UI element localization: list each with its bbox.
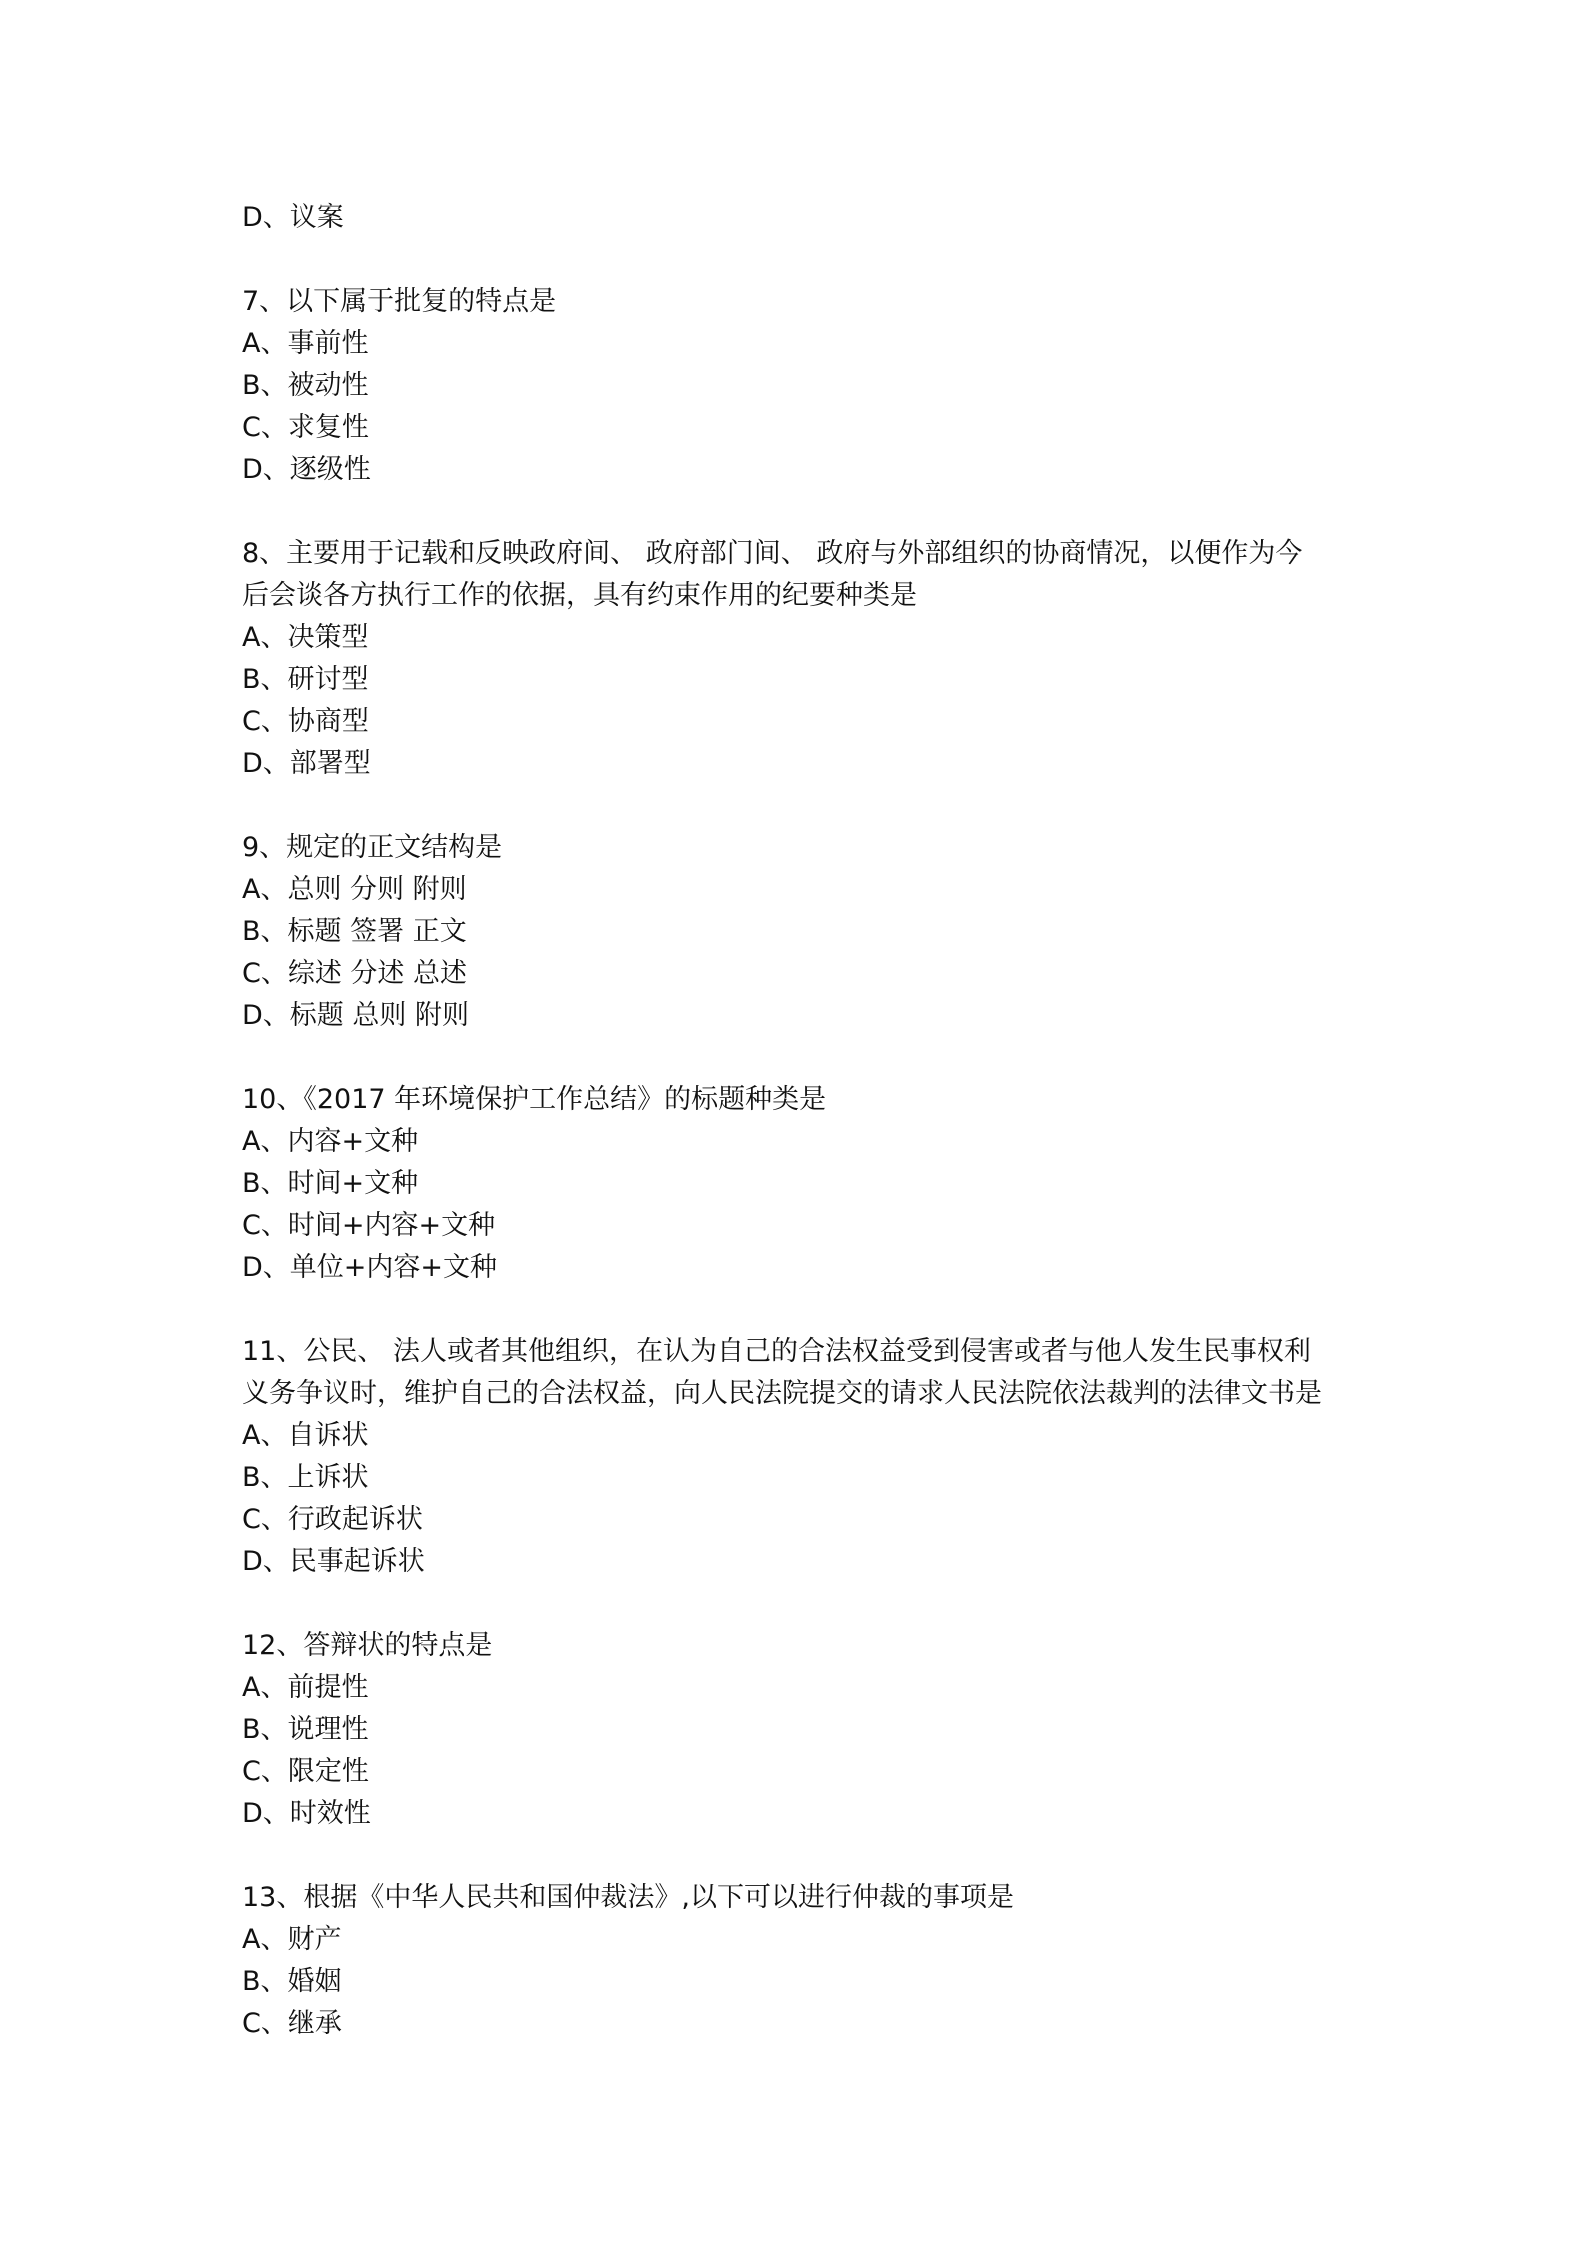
option-a: A、自诉状 (242, 1420, 369, 1451)
option-d: D、部署型 (242, 748, 371, 779)
option-d: D、民事起诉状 (242, 1546, 425, 1577)
option-a: A、决策型 (242, 622, 369, 653)
option-d: D、时效性 (242, 1798, 371, 1829)
option-b: B、婚姻 (242, 1966, 342, 1997)
option-a: A、内容+文种 (242, 1126, 419, 1157)
option-c: C、协商型 (242, 706, 369, 737)
spacer (242, 785, 1362, 827)
question-stem-line-2: 后会谈各方执行工作的依据，具有约束作用的纪要种类是 (242, 580, 917, 611)
option-b: B、说理性 (242, 1714, 369, 1745)
option-c: C、求复性 (242, 412, 369, 443)
option-c: C、行政起诉状 (242, 1504, 423, 1535)
option-d: D、逐级性 (242, 454, 371, 485)
option-a: A、事前性 (242, 328, 369, 359)
option-d: D、标题 总则 附则 (242, 1000, 469, 1031)
question-9 (242, 827, 1362, 1037)
option-d-prev-question: D、议案 (242, 202, 344, 233)
option-b: B、上诉状 (242, 1462, 369, 1493)
question-8 (242, 533, 1362, 785)
question-7 (242, 281, 1362, 491)
spacer (242, 239, 1362, 281)
spacer (242, 1835, 1362, 1877)
option-b: B、时间+文种 (242, 1168, 419, 1199)
option-d: D、单位+内容+文种 (242, 1252, 498, 1283)
option-b: B、被动性 (242, 370, 369, 401)
spacer (242, 1289, 1362, 1331)
question-10 (242, 1079, 1362, 1289)
question-stem: 7、以下属于批复的特点是 (242, 286, 557, 317)
option-c: C、综述 分述 总述 (242, 958, 468, 989)
option-a: A、财产 (242, 1924, 342, 1955)
option-c: C、限定性 (242, 1756, 369, 1787)
option-c: C、继承 (242, 2008, 342, 2039)
question-stem-line-1: 8、主要用于记载和反映政府间、 政府部门间、 政府与外部组织的协商情况，以便作为今 (242, 538, 1303, 569)
question-stem: 12、答辩状的特点是 (242, 1630, 493, 1661)
spacer (242, 1583, 1362, 1625)
question-11 (242, 1331, 1362, 1583)
option-b: B、研讨型 (242, 664, 369, 695)
question-13 (242, 1877, 1362, 2045)
option-b: B、标题 签署 正文 (242, 916, 467, 947)
question-stem: 10、《2017 年环境保护工作总结》的标题种类是 (242, 1084, 827, 1115)
question-stem: 9、规定的正文结构是 (242, 832, 503, 863)
question-stem: 13、根据《中华人民共和国仲裁法》,以下可以进行仲裁的事项是 (242, 1882, 1014, 1913)
option-a: A、前提性 (242, 1672, 369, 1703)
page-content (242, 197, 1362, 2045)
question-12 (242, 1625, 1362, 1835)
option-a: A、总则 分则 附则 (242, 874, 467, 905)
option-c: C、时间+内容+文种 (242, 1210, 496, 1241)
question-stem-line-1: 11、公民、 法人或者其他组织，在认为自己的合法权益受到侵害或者与他人发生民事权利 (242, 1336, 1311, 1367)
spacer (242, 491, 1362, 533)
question-stem-line-2: 义务争议时，维护自己的合法权益，向人民法院提交的请求人民法院依法裁判的法律文书是 (242, 1378, 1322, 1409)
spacer (242, 1037, 1362, 1079)
